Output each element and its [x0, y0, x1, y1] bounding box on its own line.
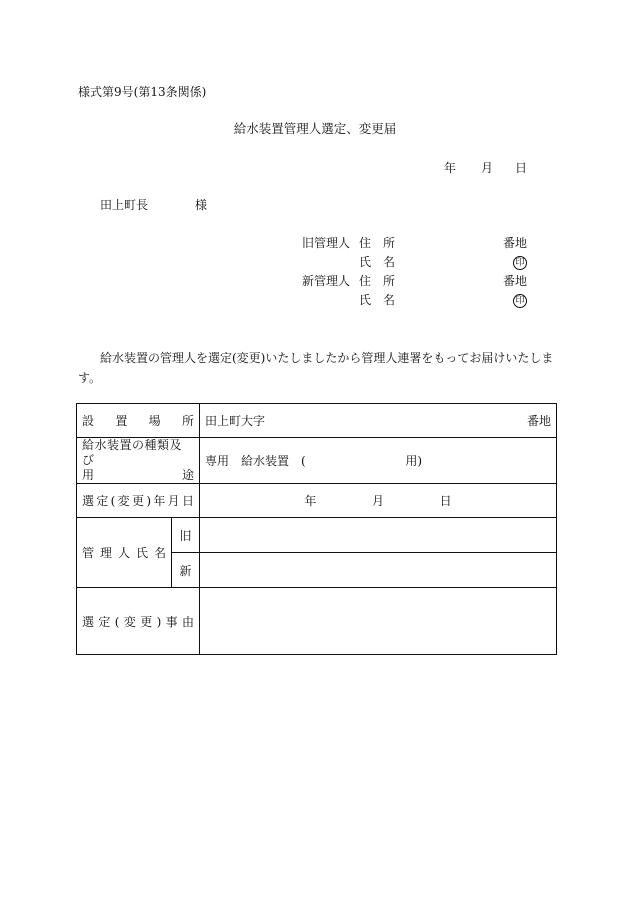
seal-glyph: 印	[513, 294, 527, 308]
manager-name-label: 管理人氏名	[77, 518, 172, 588]
date-month-label: 月	[481, 161, 494, 175]
manager-new-value[interactable]	[200, 553, 557, 588]
change-date-year: 年	[304, 494, 317, 508]
body-text: 給水装置の管理人を選定(変更)いたしましたから管理人連署をもってお届けいたします。	[78, 351, 554, 385]
change-date-day: 日	[439, 494, 452, 508]
change-date-month: 月	[372, 494, 385, 508]
table-row-reason	[77, 588, 557, 655]
seal-glyph: 印	[513, 256, 527, 270]
location-suffix: 番地	[526, 414, 551, 428]
old-manager-seal-icon	[513, 254, 527, 270]
table-row-manager-old	[77, 518, 557, 553]
date-day-label: 日	[515, 161, 528, 175]
table-row-location	[77, 404, 557, 438]
manager-old-value[interactable]	[200, 518, 557, 553]
device-type-label-use-b: 途	[182, 468, 195, 482]
location-label: 設置場所	[77, 404, 200, 438]
old-manager-name-label: 氏 名	[359, 255, 396, 269]
table-row-change-date	[77, 484, 557, 518]
location-value[interactable]	[200, 404, 557, 438]
new-manager-address-suffix: 番地	[502, 274, 527, 288]
change-date-value[interactable]	[200, 484, 557, 518]
addressee-name: 田上町長	[100, 198, 149, 212]
form-number: 様式第9号(第13条関係)	[78, 85, 207, 99]
addressee-honorific: 様	[195, 198, 208, 212]
application-table	[76, 403, 557, 655]
device-type-value[interactable]	[200, 438, 557, 484]
device-type-label	[77, 438, 200, 484]
manager-new-label: 新	[172, 553, 200, 588]
device-type-value-a: 専用 給水装置 (	[205, 454, 306, 468]
document-title: 給水装置管理人選定、変更届	[233, 121, 397, 136]
old-manager-address-label: 住 所	[359, 236, 396, 250]
change-date-label: 選定(変更)年月日	[77, 484, 200, 518]
location-prefix: 田上町大字	[205, 414, 266, 428]
old-manager-address-suffix: 番地	[502, 236, 527, 250]
new-manager-address-label: 住 所	[359, 274, 396, 288]
old-manager-role: 旧管理人	[302, 236, 351, 250]
new-manager-role: 新管理人	[302, 274, 351, 288]
date-year-label: 年	[444, 161, 457, 175]
manager-old-label: 旧	[172, 518, 200, 553]
new-manager-name-label: 氏 名	[359, 293, 396, 307]
reason-label: 選定(変更)事由	[77, 588, 200, 655]
device-type-label-use-a: 用	[82, 468, 95, 482]
device-type-value-b: 用)	[405, 454, 423, 468]
device-type-label-line1: 給水装置の種類及び	[82, 438, 183, 467]
table-row-device-type	[77, 438, 557, 484]
new-manager-seal-icon	[513, 292, 527, 308]
reason-value[interactable]	[200, 588, 557, 655]
